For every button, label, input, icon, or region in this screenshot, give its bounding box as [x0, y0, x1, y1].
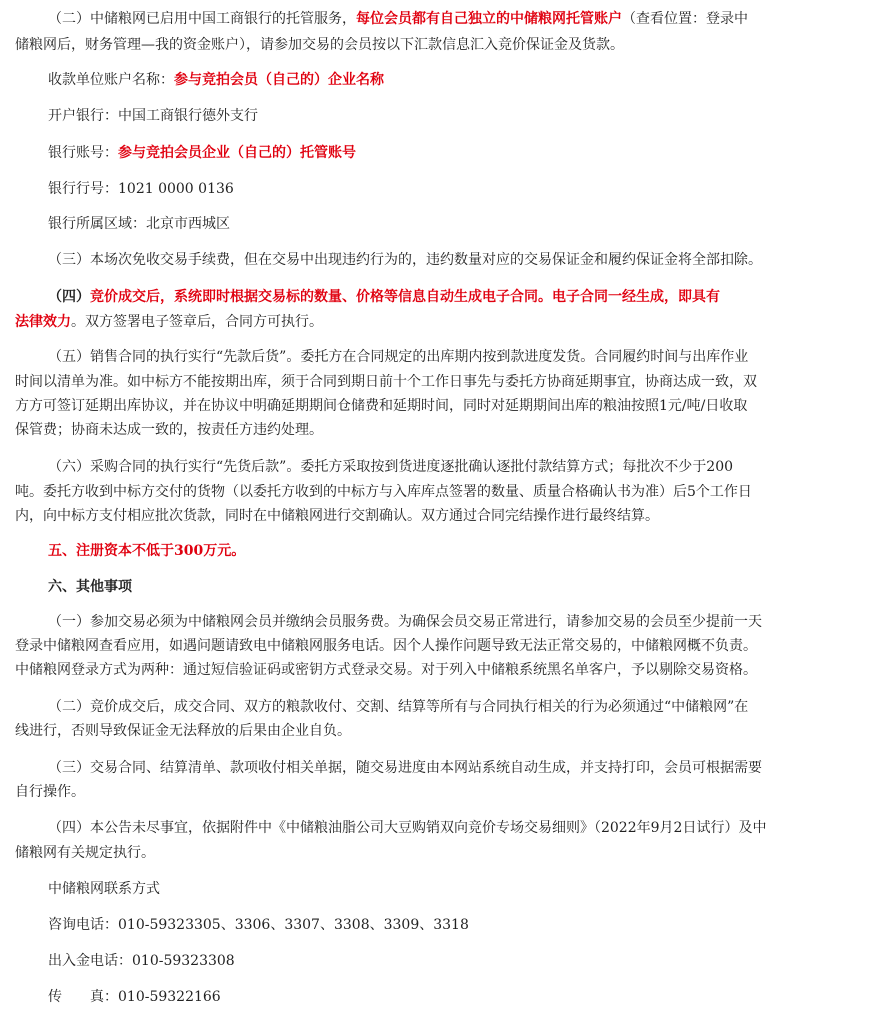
para-4-line-2 [15, 313, 323, 331]
para-4-line-1 [48, 288, 720, 306]
other-4-line: 储粮网有关规定执行。 [15, 845, 155, 861]
para-2-line-1 [48, 10, 748, 28]
contact-fax-label: 传 真： [48, 989, 118, 1005]
para-6-line: 吨。委托方收到中标方交付的货物（以委托方收到的中标方与入库库点签署的数量、质量合格确认书为准）后5个工作日 [15, 484, 752, 500]
other-1-line: （一）参加交易必须为中储粮网会员并缴纳会员服务费。为确保会员交易正常进行，请参加交易的会员至少提前一天 [48, 614, 762, 630]
other-1-line: 登录中储粮网查看应用，如遇问题请致电中储粮网服务电话。因个人操作问题导致无法正常交易的，中储粮网概不负责。 [15, 638, 757, 654]
section-5-heading: 五、注册资本不低于300万元。 [48, 543, 246, 559]
other-3-line: 自行操作。 [15, 784, 85, 800]
bank-region-line: 银行所属区域：北京市西城区 [48, 216, 230, 232]
para-4-highlight-end: 法律效力 [15, 314, 71, 330]
account-name-line [48, 71, 384, 89]
other-2-line: （二）竞价成交后，成交合同、双方的粮款收付、交割、结算等所有与合同执行相关的行为必须通过“中储粮网”在 [48, 699, 749, 715]
bank-name-line: 开户银行：中国工商银行德外支行 [48, 108, 258, 124]
account-number-value: 参与竞拍会员企业（自己的）托管账号 [118, 145, 356, 161]
para-2-text: （二）中储粮网已启用中国工商银行的托管服务， [48, 11, 356, 27]
other-3-line: （三）交易合同、结算清单、款项收付相关单据，随交易进度由本网站系统自动生成，并支持打印，会员可根据需要 [48, 760, 762, 776]
para-2-line-2: 储粮网后，财务管理—我的资金账户），请参加交易的会员按以下汇款信息汇入竞价保证金及货款。 [15, 37, 624, 53]
para-2-highlight: 每位会员都有自己独立的中储粮网托管账户 [356, 11, 622, 27]
bank-code-line: 银行行号：1021 0000 0136 [48, 181, 234, 197]
para-6-line: （六）采购合同的执行实行“先货后款”。委托方采取按到货进度逐批确认逐批付款结算方式；每批次不少于200 [48, 459, 734, 475]
contact-title: 中储粮网联系方式 [48, 881, 160, 897]
contact-consult-phone: 咨询电话：010-59323305、3306、3307、3308、3309、3318 [48, 917, 469, 933]
account-name-label: 收款单位账户名称： [48, 72, 174, 88]
para-3: （三）本场次免收交易手续费，但在交易中出现违约行为的，违约数量对应的交易保证金和履约保证金将全部扣除。 [48, 252, 762, 268]
para-4-tail: 。双方签署电子签章后，合同方可执行。 [71, 314, 323, 330]
para-4-number: （四） [48, 289, 90, 305]
para-5-line: 保管费；协商未达成一致的，按责任方违约处理。 [15, 422, 323, 438]
para-4-highlight: 竞价成交后，系统即时根据交易标的数量、价格等信息自动生成电子合同。电子合同一经生成，即具有 [90, 289, 720, 305]
account-name-value: 参与竞拍会员（自己的）企业名称 [174, 72, 384, 88]
account-number-line [48, 144, 356, 162]
section-6-heading: 六、其他事项 [48, 579, 132, 595]
other-4-line: （四）本公告未尽事宜，依据附件中《中储粮油脂公司大豆购销双向竞价专场交易细则》（2022年9月2日试行）及中 [48, 820, 767, 836]
contact-fax-value: 010-59322166 [118, 989, 221, 1005]
para-2-text-tail: （查看位置：登录中 [622, 11, 748, 27]
contact-funds-phone: 出入金电话：010-59323308 [48, 953, 235, 969]
para-5-line: 方方可签订延期出库协议，并在协议中明确延期期间仓储费和延期时间，同时对延期期间出库的粮油按照1元/吨/日收取 [15, 398, 748, 414]
para-6-line: 内，向中标方支付相应批次货款，同时在中储粮网进行交割确认。双方通过合同完结操作进行最终结算。 [15, 508, 659, 524]
contact-fax [48, 988, 221, 1006]
other-2-line: 线进行，否则导致保证金无法释放的后果由企业自负。 [15, 723, 351, 739]
para-5-line: 时间以清单为准。如中标方不能按期出库，须于合同到期日前十个工作日事先与委托方协商延期事宜，协商达成一致，双 [15, 374, 757, 390]
para-5-line: （五）销售合同的执行实行“先款后货”。委托方在合同规定的出库期内按到款进度发货。合同履约时间与出库作业 [48, 349, 749, 365]
other-1-line: 中储粮网登录方式为两种：通过短信验证码或密钥方式登录交易。对于列入中储粮系统黑名单客户，予以剔除交易资格。 [15, 662, 757, 678]
account-number-label: 银行账号： [48, 145, 118, 161]
